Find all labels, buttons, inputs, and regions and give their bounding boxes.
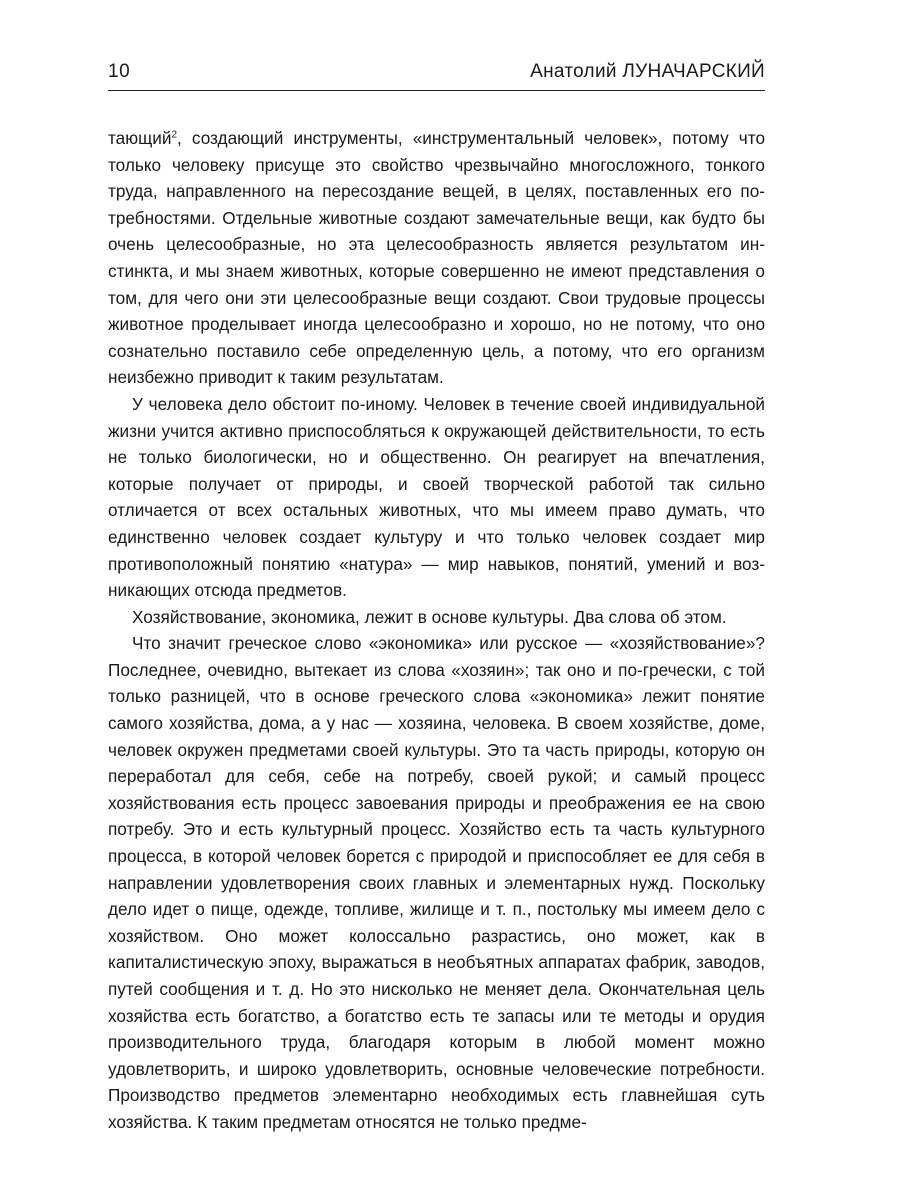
- footnote-mark: 2: [171, 129, 178, 141]
- paragraph-1: [108, 125, 765, 391]
- page-number: 10: [108, 61, 131, 82]
- running-title: Анатолий ЛУНАЧАРСКИЙ: [530, 61, 765, 82]
- body-text: [108, 125, 765, 1136]
- paragraph-1-start: тающий: [108, 128, 172, 148]
- paragraph-1-rest: , создающий инструменты, «инструментальный человек», потому что только человеку присуще это свойство чрезвычайно многосложного, тонкого труда, направленного на пересоздание вещей, в целях, поставленных его потребностями. Отдельные животные создают замечательные вещи, как будто бы очень целесообразные, но эта целесообразность является результатом инстинкта, и мы знаем животных, которые совершенно не имеют представления о том, для чего они эти целесообразные вещи создают. Свои трудовые процессы животное проделывает иногда целесообразно и хорошо, но не потому, что оно сознательно поставило себе определенную цель, а потому, что его организм неизбежно приводит к таким результатам.: [108, 128, 765, 388]
- paragraph-4: Что значит греческое слово «экономика» или русское — «хозяйствование»? Последнее, очевидно, вытекает из слова «хозяин»; так оно и по-гречески, с той только разницей, что в основе греческого слова «экономика» лежит понятие самого хозяйства, дома, а у нас — хозяина, человека. В своем хозяйстве, доме, человек окружен предметами своей культуры. Это та часть природы, которую он переработал для себя, себе на потребу, своей рукой; и самый процесс хозяйствования есть процесс завоевания природы и преображения ее на свою потребу. Это и есть культурный процесс. Хозяйство есть та часть культурного процесса, в которой человек борется с природой и приспособляет ее для себя в направлении удовлетворения своих главных и элементарных нужд. Поскольку дело идет о пище, одежде, топливе, жилище и т. п., постольку мы имеем дело с хозяйством. Оно может колоссально разрастись, оно может, как в капиталистическую эпоху, выражаться в необъятных аппаратах фабрик, заводов, путей сообщения и т. д. Но это нисколько не меняет дела. Окончательная цель хозяйства есть богатство, а богатство есть те запасы или те методы и орудия производительного труда, благодаря которым в любой момент можно удовлетворить, и широко удовлетворить, основные человеческие потребности. Производство предметов элементарно необходимых есть главнейшая суть хозяйства. К таким предметам относятся не только предме-: [108, 633, 765, 1132]
- paragraph-2: У человека дело обстоит по-иному. Человек в течение своей индивидуальной жизни учится активно приспособляться к окружающей действительности, то есть не только биологически, но и общественно. Он реагирует на впечатления, которые получает от природы, и своей творческой работой так сильно отличается от всех остальных животных, что мы имеем право думать, что единственно человек создает культуру и что только человек создает мир противоположный понятию «натура» — мир навыков, понятий, умений и возникающих отсюда предметов.: [108, 393, 765, 601]
- running-head: [108, 60, 765, 91]
- paragraph-3: Хозяйствование, экономика, лежит в основе культуры. Два слова об этом.: [132, 606, 727, 627]
- book-page: [108, 60, 765, 1136]
